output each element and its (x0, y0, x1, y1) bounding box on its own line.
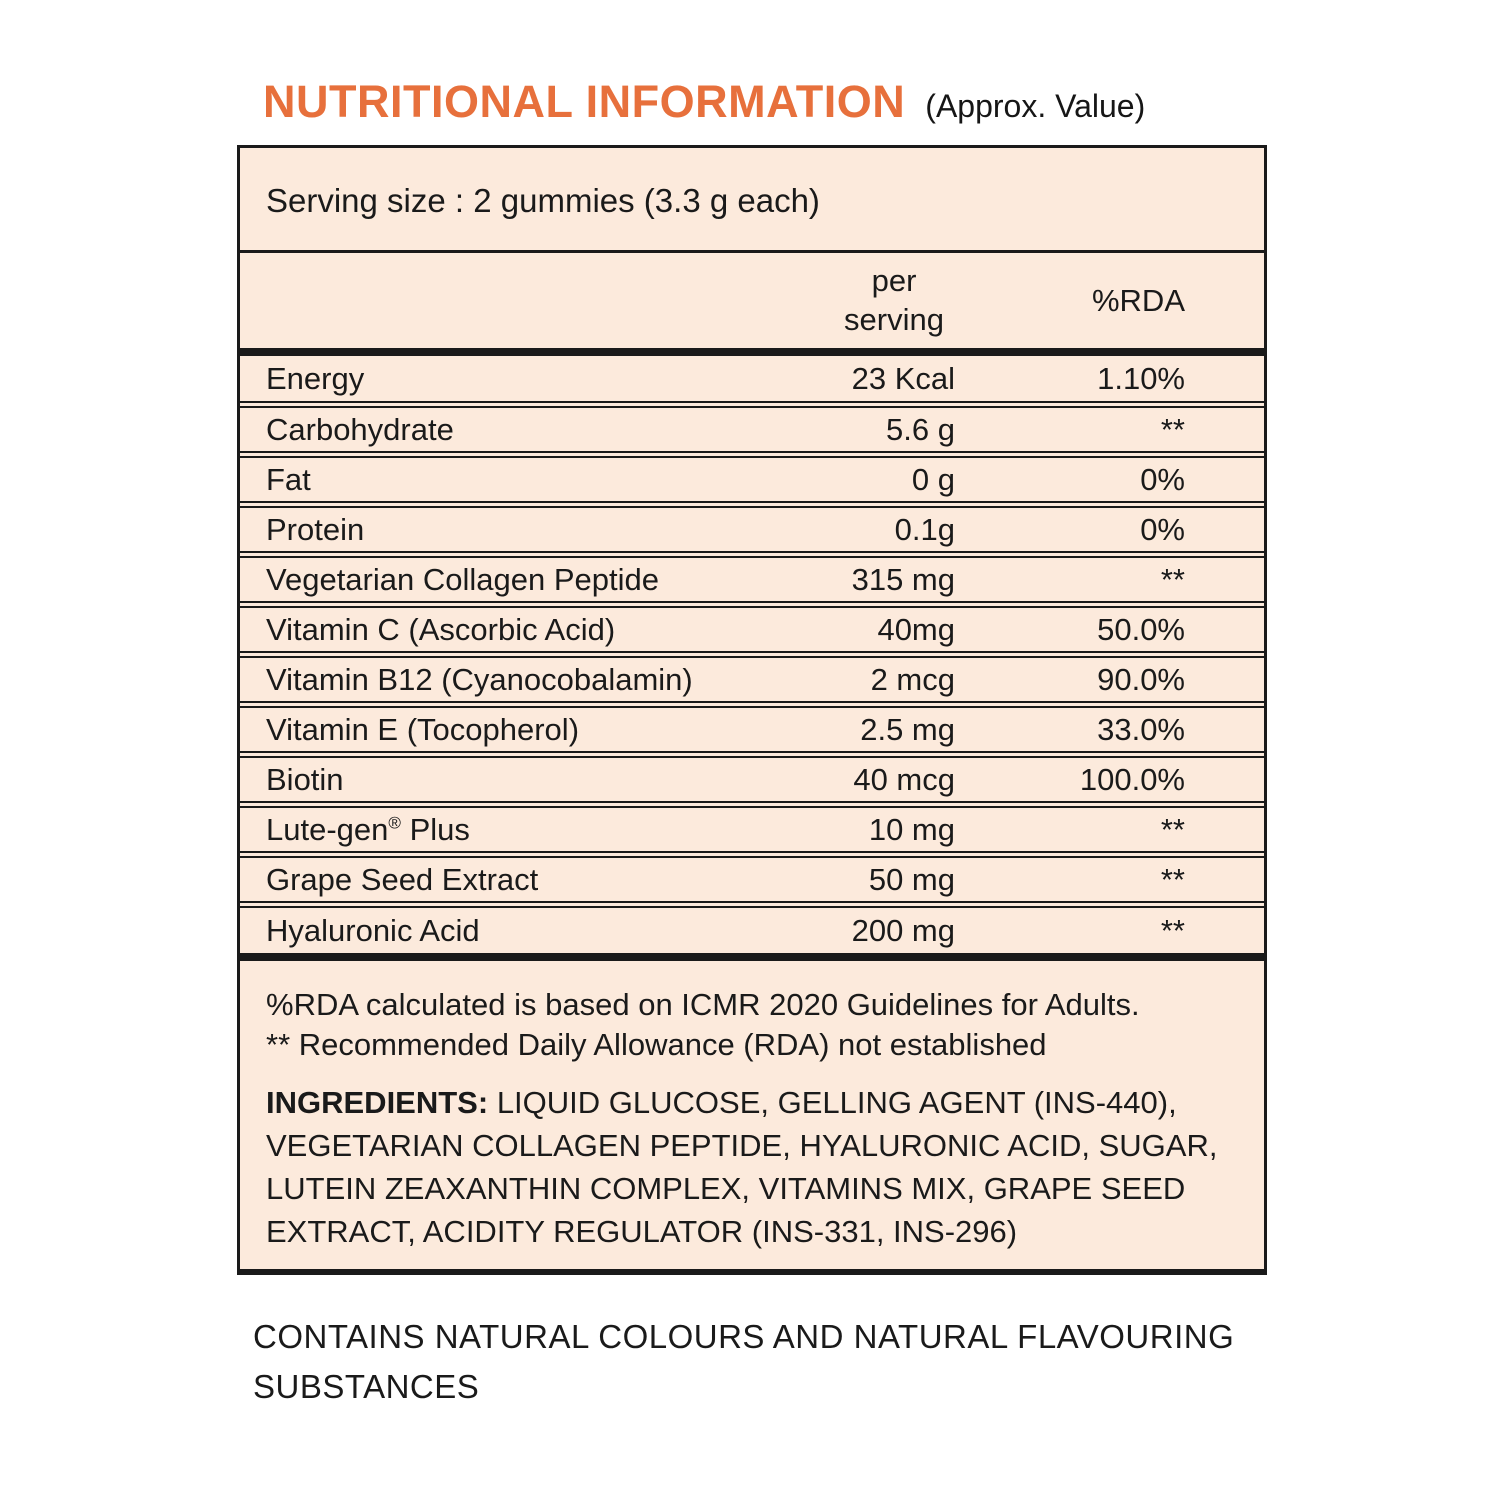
title-suffix: (Approx. Value) (925, 88, 1146, 124)
per-serving-value: 23 Kcal (851, 360, 955, 396)
footer-thick-divider (240, 953, 1264, 961)
per-serving-value: 40 mcg (853, 761, 955, 797)
rda-value: 33.0% (1097, 711, 1185, 747)
per-serving-value: 2 mcg (870, 661, 955, 697)
column-header-per-serving: per serving (844, 262, 944, 337)
nutrient-row (240, 356, 1264, 403)
header-thick-divider (240, 348, 1264, 356)
serving-size-text: Serving size : 2 gummies (3.3 g each) (266, 182, 820, 219)
nutrition-panel (237, 145, 1267, 1275)
nutrient-row (240, 706, 1264, 753)
nutrient-row (240, 456, 1264, 503)
nutrient-row (240, 906, 1264, 953)
per-serving-value: 5.6 g (886, 411, 955, 447)
nutrient-name: Vitamin E (Tocopherol) (266, 711, 580, 747)
rda-value: 100.0% (1079, 761, 1185, 797)
per-serving-value: 200 mg (851, 912, 955, 948)
rda-value: 1.10% (1097, 360, 1185, 396)
nutrient-name: Lute-gen® Plus (266, 811, 470, 847)
footer-note: CONTAINS NATURAL COLOURS AND NATURAL FLAVOURING SUBSTANCES (253, 1318, 1235, 1405)
per-serving-value: 10 mg (868, 811, 955, 847)
nutrient-name: Vitamin C (Ascorbic Acid) (266, 611, 616, 647)
per-serving-value: 0.1g (894, 511, 955, 547)
rda-value: ** (1160, 861, 1185, 897)
rda-value: ** (1160, 811, 1185, 847)
per-serving-value: 2.5 mg (860, 711, 955, 747)
per-serving-value: 40mg (877, 611, 955, 647)
rda-value: 50.0% (1097, 611, 1185, 647)
nutrient-name: Carbohydrate (266, 411, 454, 447)
nutrient-row (240, 556, 1264, 603)
ingredients-paragraph (240, 1065, 1264, 1269)
nutrient-name: Hyaluronic Acid (266, 912, 480, 948)
rda-value: 0% (1140, 511, 1185, 547)
nutrient-row (240, 606, 1264, 653)
rda-value: 90.0% (1097, 661, 1185, 697)
rda-value: ** (1160, 411, 1185, 447)
per-serving-value: 315 mg (851, 561, 955, 597)
column-header-rda: %RDA (1091, 282, 1185, 318)
rda-value: ** (1160, 912, 1185, 948)
nutrient-name: Protein (266, 511, 365, 547)
nutrient-row (240, 806, 1264, 853)
nutrient-name: Energy (266, 360, 365, 396)
nutrient-name: Vegetarian Collagen Peptide (266, 561, 659, 597)
per-serving-value: 50 mg (868, 861, 955, 897)
serving-size-row (240, 148, 1264, 253)
footnote-line-rda: %RDA calculated is based on ICMR 2020 Guidelines for Adults. (266, 987, 1140, 1022)
nutrient-name: Vitamin B12 (Cyanocobalamin) (266, 661, 693, 697)
ingredients-label: INGREDIENTS: (266, 1085, 489, 1120)
footnotes (240, 961, 1264, 1065)
page-title: NUTRITIONAL INFORMATION (263, 76, 906, 127)
rda-value: ** (1160, 561, 1185, 597)
per-serving-value: 0 g (911, 461, 955, 497)
nutrient-row (240, 756, 1264, 803)
nutrient-name: Grape Seed Extract (266, 861, 539, 897)
footnote-line-asterisks: ** Recommended Daily Allowance (RDA) not established (266, 1027, 1047, 1062)
title-row (263, 76, 1145, 128)
nutrient-row (240, 406, 1264, 453)
nutrient-row (240, 656, 1264, 703)
ingredients-list: LIQUID GLUCOSE, GELLING AGENT (INS-440), VEGETARIAN COLLAGEN PEPTIDE, HYALURONIC ACID, SUGAR, LUTEIN ZEAXANTHIN COMPLEX, VITAMINS MIX, GRAPE SEED EXTRACT, ACIDITY REGULATOR (INS-331, INS-296) (266, 1085, 1218, 1249)
nutrient-name: Biotin (266, 761, 344, 797)
nutrient-row (240, 856, 1264, 903)
table-header-row (240, 253, 1264, 348)
nutrient-row (240, 506, 1264, 553)
nutrient-rows (240, 356, 1264, 953)
rda-value: 0% (1140, 461, 1185, 497)
nutrient-name: Fat (266, 461, 311, 497)
